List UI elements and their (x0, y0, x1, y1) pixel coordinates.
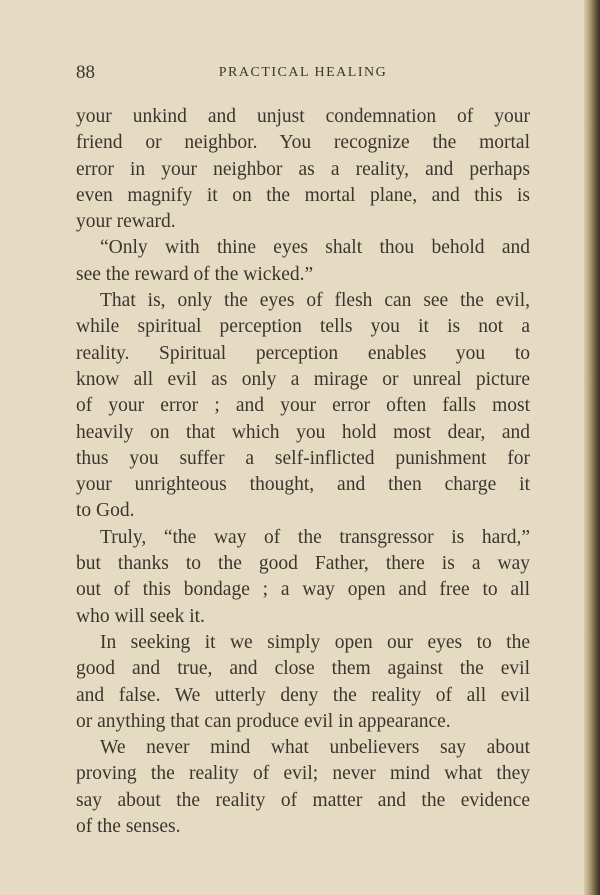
page-header (76, 62, 530, 86)
page-body (76, 104, 530, 840)
text-line: or anything that can produce evil in appearance. (76, 710, 451, 732)
text-line: friend or neighbor. You recognize the mortal (76, 132, 530, 154)
text-line: “Only with thine eyes shalt thou behold and (100, 237, 530, 259)
running-head: PRACTICAL HEALING (218, 65, 388, 80)
paragraph (76, 525, 530, 630)
text-line: while spiritual perception tells you it is not a (76, 316, 530, 338)
text-line: good and true, and close them against the evil (76, 658, 530, 680)
text-line: see the reward of the wicked.” (76, 263, 314, 285)
text-line: and false. We utterly deny the reality of all evil (76, 684, 530, 706)
text-line: heavily on that which you hold most dear, and (76, 421, 530, 443)
text-line: your unrighteous thought, and then charge it (76, 474, 530, 496)
text-line: reality. Spiritual perception enables you to (76, 342, 530, 364)
text-line: but thanks to the good Father, there is a way (76, 553, 530, 575)
text-line: even magnify it on the mortal plane, and this is (76, 184, 530, 206)
book-page-edge (584, 0, 600, 895)
text-line: of the senses. (76, 816, 181, 838)
paragraph (76, 235, 530, 288)
text-line: who will seek it. (76, 605, 205, 627)
text-line: of your error ; and your error often falls most (76, 395, 530, 417)
text-line: say about the reality of matter and the evidence (76, 789, 530, 811)
text-line: error in your neighbor as a reality, and perhaps (76, 158, 530, 180)
text-line: thus you suffer a self-inflicted punishment for (76, 447, 530, 469)
text-line: That is, only the eyes of flesh can see the evil, (100, 290, 530, 312)
paragraph (76, 735, 530, 840)
paragraph (76, 630, 530, 735)
text-line: We never mind what unbelievers say about (100, 737, 530, 759)
text-line: know all evil as only a mirage or unreal picture (76, 368, 530, 390)
page-number: 88 (76, 62, 95, 83)
text-line: your reward. (76, 211, 176, 233)
paragraph (76, 288, 530, 525)
text-line: out of this bondage ; a way open and free to all (76, 579, 530, 601)
text-line: In seeking it we simply open our eyes to the (100, 631, 530, 653)
text-line: proving the reality of evil; never mind what they (76, 763, 530, 785)
text-line: Truly, “the way of the transgressor is hard,” (100, 526, 530, 548)
text-line: to God. (76, 500, 135, 522)
paragraph (76, 104, 530, 235)
text-line: your unkind and unjust condemnation of your (76, 106, 530, 127)
